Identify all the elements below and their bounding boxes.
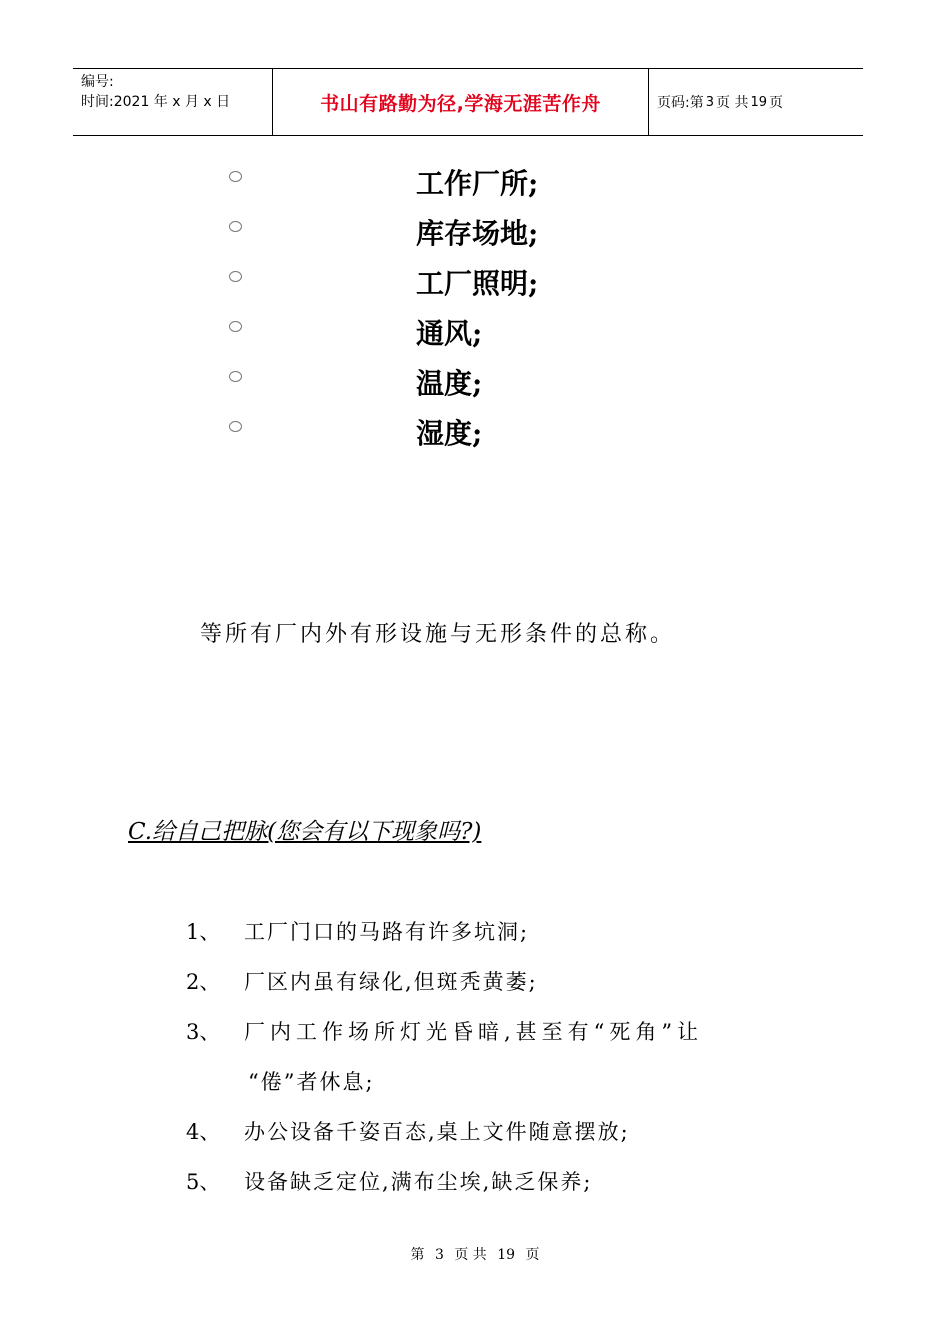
list-item <box>0 910 950 960</box>
symptom-list <box>0 910 950 1210</box>
bullet-item <box>0 360 950 410</box>
list-item-number: 5、 <box>186 1170 221 1194</box>
footer-page-total: 19 <box>497 1247 516 1263</box>
list-item-continuation <box>0 1060 950 1110</box>
list-item-text: 办公设备千姿百态,桌上文件随意摆放; <box>244 1120 630 1144</box>
header-page-prefix: 页码:第 <box>657 95 704 111</box>
footer-mid: 页 共 <box>454 1247 487 1263</box>
list-item <box>0 1110 950 1160</box>
bullet-text: 湿度; <box>416 417 483 450</box>
header-meta <box>73 69 273 135</box>
footer-prefix: 第 <box>410 1247 425 1263</box>
footer-suffix: 页 <box>525 1247 540 1263</box>
footer-page-current: 3 <box>434 1247 444 1263</box>
section-heading: C.给自己把脉(您会有以下现象吗?) <box>128 819 482 845</box>
list-item-text: “倦”者休息; <box>248 1070 375 1094</box>
bullet-item <box>0 210 950 260</box>
list-item-text: 厂内工作场所灯光昏暗,甚至有“死角”让 <box>244 1020 704 1044</box>
summary-sentence: 等所有厂内外有形设施与无形条件的总称。 <box>200 622 676 647</box>
bullet-text: 工作厂所; <box>416 167 539 200</box>
bullet-text: 库存场地; <box>416 217 539 250</box>
bullet-item <box>0 410 950 460</box>
list-item-text: 厂区内虽有绿化,但斑秃黄萎; <box>244 970 538 994</box>
list-item-number: 4、 <box>186 1120 221 1144</box>
list-item-text: 工厂门口的马路有许多坑洞; <box>244 920 530 944</box>
page-header <box>73 68 863 136</box>
bullet-item <box>0 260 950 310</box>
header-page-suffix: 页 <box>769 95 783 111</box>
header-page-mid: 页 共 <box>716 95 749 111</box>
list-item-number: 2、 <box>186 970 221 994</box>
list-item <box>0 960 950 1010</box>
bullet-item <box>0 160 950 210</box>
circle-bullet-icon <box>229 321 242 332</box>
bullet-item <box>0 310 950 360</box>
header-page-current: 3 <box>705 94 714 110</box>
header-motto: 书山有路勤为径,学海无涯苦作舟 <box>273 69 649 135</box>
document-time-label: 时间:2021 年 x 月 x 日 <box>81 94 231 110</box>
list-item-number: 1、 <box>186 920 221 944</box>
circle-bullet-icon <box>229 271 242 282</box>
circle-bullet-icon <box>229 221 242 232</box>
header-page-info <box>649 69 863 135</box>
page-footer <box>0 1244 950 1264</box>
bullet-text: 工厂照明; <box>416 267 539 300</box>
list-item-text: 设备缺乏定位,满布尘埃,缺乏保养; <box>244 1170 593 1194</box>
facility-bullet-list <box>0 160 950 460</box>
header-page-total: 19 <box>750 94 767 110</box>
list-item <box>0 1160 950 1210</box>
list-item-number: 3、 <box>186 1020 221 1044</box>
bullet-text: 通风; <box>416 317 483 350</box>
circle-bullet-icon <box>229 171 242 182</box>
list-item <box>0 1010 950 1060</box>
circle-bullet-icon <box>229 421 242 432</box>
document-number-label: 编号: <box>81 74 114 90</box>
circle-bullet-icon <box>229 371 242 382</box>
bullet-text: 温度; <box>416 367 483 400</box>
